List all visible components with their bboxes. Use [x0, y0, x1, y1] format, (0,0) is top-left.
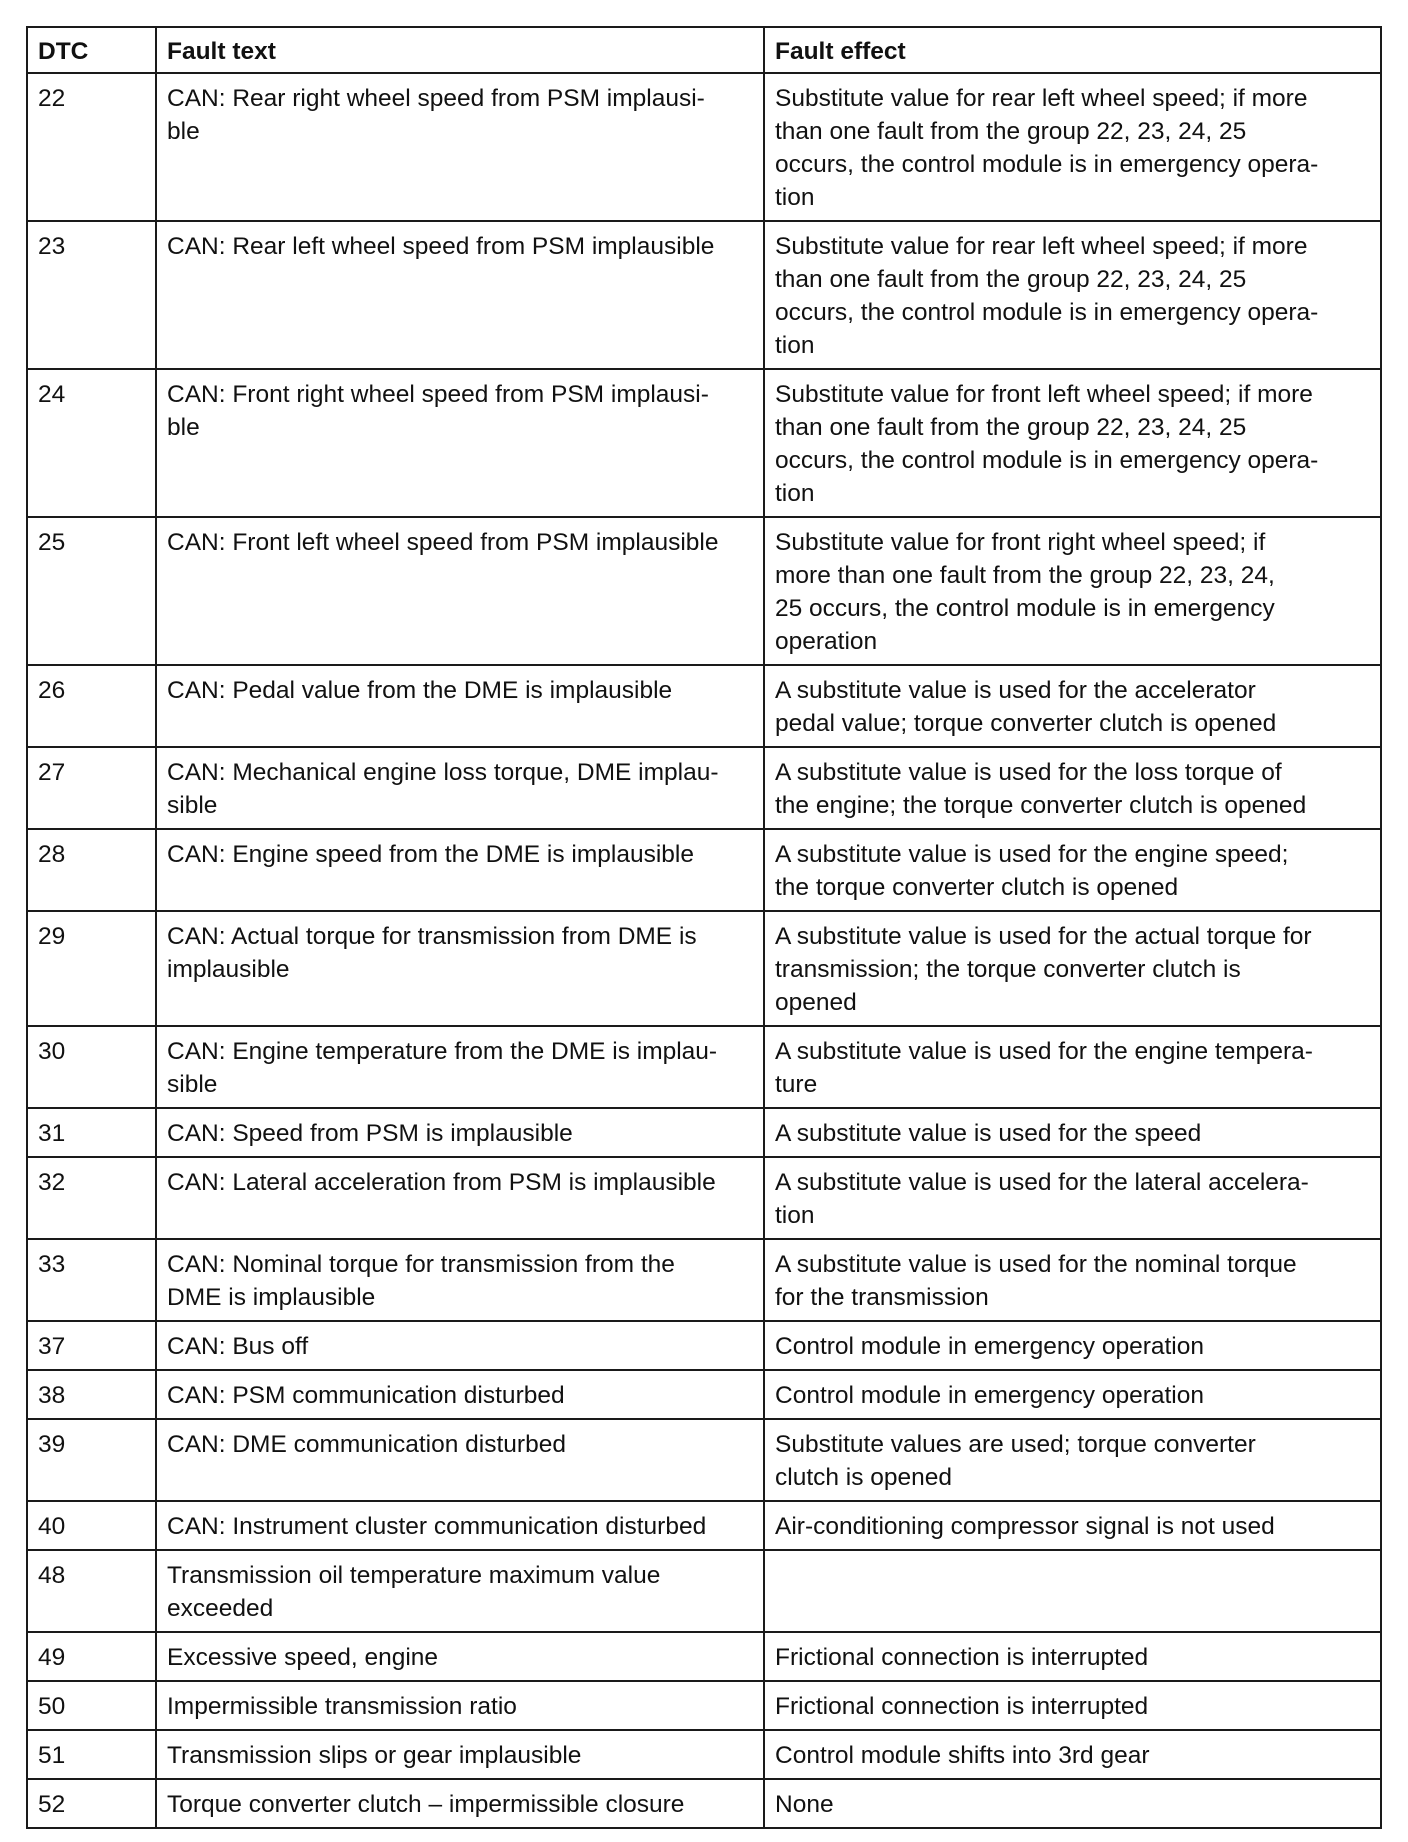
- dtc-cell: 40: [27, 1501, 156, 1550]
- table-row: [27, 1370, 1381, 1419]
- fault-text-cell: CAN: Front left wheel speed from PSM implausible: [156, 517, 764, 665]
- fault-text-cell: CAN: Actual torque for transmission from DME is implausible: [156, 911, 764, 1026]
- fault-text-cell: Torque converter clutch – impermissible closure: [156, 1779, 764, 1828]
- table-row: [27, 665, 1381, 747]
- table-row: [27, 911, 1381, 1026]
- fault-effect-cell: Control module in emergency operation: [764, 1370, 1381, 1419]
- fault-effect-cell: Substitute value for rear left wheel speed; if more than one fault from the group 22, 23, 24, 25 occurs, the control module is in emergency opera- tion: [764, 73, 1381, 221]
- fault-text-cell: CAN: Speed from PSM is implausible: [156, 1108, 764, 1157]
- dtc-cell: 28: [27, 829, 156, 911]
- fault-effect-cell: Air-conditioning compressor signal is not used: [764, 1501, 1381, 1550]
- dtc-cell: 33: [27, 1239, 156, 1321]
- fault-text-cell: Impermissible transmission ratio: [156, 1681, 764, 1730]
- table-row: [27, 369, 1381, 517]
- table-row: [27, 73, 1381, 221]
- table-row: [27, 1157, 1381, 1239]
- fault-text-cell: CAN: DME communication disturbed: [156, 1419, 764, 1501]
- fault-text-cell: CAN: PSM communication disturbed: [156, 1370, 764, 1419]
- fault-text-cell: CAN: Lateral acceleration from PSM is implausible: [156, 1157, 764, 1239]
- fault-effect-cell: Frictional connection is interrupted: [764, 1632, 1381, 1681]
- fault-effect-cell: A substitute value is used for the engine tempera- ture: [764, 1026, 1381, 1108]
- fault-text-cell: CAN: Pedal value from the DME is implausible: [156, 665, 764, 747]
- fault-text-cell: CAN: Front right wheel speed from PSM implausi- ble: [156, 369, 764, 517]
- dtc-cell: 50: [27, 1681, 156, 1730]
- fault-text-cell: CAN: Bus off: [156, 1321, 764, 1370]
- fault-text-cell: CAN: Engine temperature from the DME is implau- sible: [156, 1026, 764, 1108]
- fault-effect-cell: Substitute value for front left wheel speed; if more than one fault from the group 22, 23, 24, 25 occurs, the control module is in emergency opera- tion: [764, 369, 1381, 517]
- table-row: [27, 1108, 1381, 1157]
- fault-effect-cell: Control module shifts into 3rd gear: [764, 1730, 1381, 1779]
- dtc-cell: 25: [27, 517, 156, 665]
- fault-text-cell: CAN: Rear right wheel speed from PSM implausi- ble: [156, 73, 764, 221]
- fault-text-cell: CAN: Instrument cluster communication disturbed: [156, 1501, 764, 1550]
- dtc-cell: 31: [27, 1108, 156, 1157]
- dtc-cell: 32: [27, 1157, 156, 1239]
- table-row: [27, 1550, 1381, 1632]
- dtc-fault-table: [26, 26, 1382, 1829]
- dtc-cell: 22: [27, 73, 156, 221]
- table-row: [27, 517, 1381, 665]
- header-fault-text: Fault text: [156, 27, 764, 73]
- header-dtc: DTC: [27, 27, 156, 73]
- fault-effect-cell: A substitute value is used for the engine speed; the torque converter clutch is opened: [764, 829, 1381, 911]
- fault-effect-cell: A substitute value is used for the loss torque of the engine; the torque converter clutch is opened: [764, 747, 1381, 829]
- table-row: [27, 1632, 1381, 1681]
- table-row: [27, 1419, 1381, 1501]
- dtc-cell: 49: [27, 1632, 156, 1681]
- fault-effect-cell: Substitute value for front right wheel speed; if more than one fault from the group 22, 23, 24, 25 occurs, the control module is in emergency operation: [764, 517, 1381, 665]
- table-row: [27, 1321, 1381, 1370]
- fault-effect-cell: A substitute value is used for the speed: [764, 1108, 1381, 1157]
- table-row: [27, 1730, 1381, 1779]
- fault-effect-cell: Control module in emergency operation: [764, 1321, 1381, 1370]
- dtc-cell: 23: [27, 221, 156, 369]
- dtc-cell: 26: [27, 665, 156, 747]
- dtc-cell: 48: [27, 1550, 156, 1632]
- fault-effect-cell: Substitute value for rear left wheel speed; if more than one fault from the group 22, 23, 24, 25 occurs, the control module is in emergency opera- tion: [764, 221, 1381, 369]
- fault-text-cell: CAN: Rear left wheel speed from PSM implausible: [156, 221, 764, 369]
- header-fault-effect: Fault effect: [764, 27, 1381, 73]
- header-row: [27, 27, 1381, 73]
- fault-effect-cell: A substitute value is used for the lateral accelera- tion: [764, 1157, 1381, 1239]
- table-body: [27, 73, 1381, 1828]
- table-row: [27, 221, 1381, 369]
- table-row: [27, 1239, 1381, 1321]
- fault-effect-cell: Substitute values are used; torque converter clutch is opened: [764, 1419, 1381, 1501]
- dtc-cell: 37: [27, 1321, 156, 1370]
- fault-effect-cell: A substitute value is used for the actual torque for transmission; the torque converter clutch is opened: [764, 911, 1381, 1026]
- fault-effect-cell: None: [764, 1779, 1381, 1828]
- fault-effect-cell: [764, 1550, 1381, 1632]
- dtc-cell: 39: [27, 1419, 156, 1501]
- dtc-cell: 30: [27, 1026, 156, 1108]
- dtc-cell: 51: [27, 1730, 156, 1779]
- fault-text-cell: Transmission oil temperature maximum value exceeded: [156, 1550, 764, 1632]
- fault-effect-cell: A substitute value is used for the accelerator pedal value; torque converter clutch is opened: [764, 665, 1381, 747]
- fault-effect-cell: A substitute value is used for the nominal torque for the transmission: [764, 1239, 1381, 1321]
- dtc-cell: 27: [27, 747, 156, 829]
- fault-effect-cell: Frictional connection is interrupted: [764, 1681, 1381, 1730]
- table-row: [27, 829, 1381, 911]
- fault-text-cell: Excessive speed, engine: [156, 1632, 764, 1681]
- dtc-cell: 52: [27, 1779, 156, 1828]
- table-row: [27, 1681, 1381, 1730]
- table-row: [27, 747, 1381, 829]
- dtc-cell: 29: [27, 911, 156, 1026]
- fault-text-cell: CAN: Nominal torque for transmission from the DME is implausible: [156, 1239, 764, 1321]
- dtc-cell: 24: [27, 369, 156, 517]
- table-row: [27, 1779, 1381, 1828]
- table-row: [27, 1501, 1381, 1550]
- fault-text-cell: Transmission slips or gear implausible: [156, 1730, 764, 1779]
- fault-text-cell: CAN: Engine speed from the DME is implausible: [156, 829, 764, 911]
- table-header: [27, 27, 1381, 73]
- fault-text-cell: CAN: Mechanical engine loss torque, DME implau- sible: [156, 747, 764, 829]
- table-row: [27, 1026, 1381, 1108]
- dtc-cell: 38: [27, 1370, 156, 1419]
